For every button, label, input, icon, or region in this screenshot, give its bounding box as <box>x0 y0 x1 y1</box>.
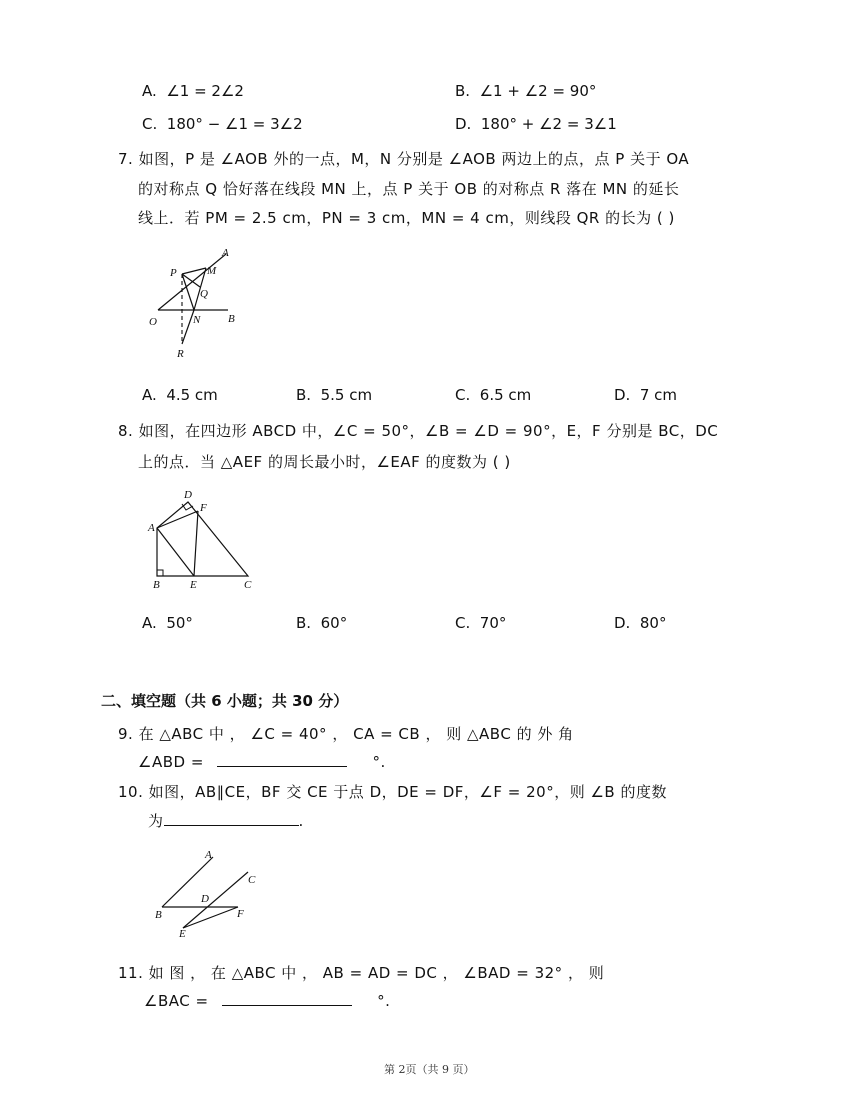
q10-suffix: . <box>298 812 304 830</box>
option-text: 50° <box>166 614 193 632</box>
option-text: 7 cm <box>639 386 678 404</box>
option-text: ∠1 + ∠2 = 90° <box>479 82 597 100</box>
segment-ef <box>183 907 238 928</box>
page-footer: 第 2页（共 9 页） <box>384 1063 475 1076</box>
q7-option-c <box>455 386 531 404</box>
option-text: 5.5 cm <box>320 386 373 404</box>
q11-prefix: ∠BAC = <box>144 992 209 1010</box>
label-d: D <box>184 489 192 501</box>
right-angle-b <box>157 570 163 576</box>
label-e: E <box>179 928 186 940</box>
q8-line-1: 8. 如图，在四边形 ABCD 中，∠C = 50°，∠B = ∠D = 90°，E，F 分别是 BC，DC <box>118 422 719 440</box>
option-key: B. <box>296 614 312 632</box>
option-key: D. <box>614 386 631 404</box>
q7-line-2: 的对称点 Q 恰好落在线段 MN 上，点 P 关于 OB 的对称点 R 落在 MN 的延长 <box>138 180 680 198</box>
label-b: B <box>153 579 160 591</box>
label-f: F <box>200 502 207 514</box>
option-text: 6.5 cm <box>479 386 532 404</box>
section-heading-fill-in: 二、填空题（共 6 小题；共 30 分） <box>101 692 349 710</box>
segment-ef <box>194 511 198 576</box>
q8-line-2: 上的点．当 △AEF 的周长最小时，∠EAF 的度数为 ( ) <box>138 453 511 471</box>
label-r: R <box>177 348 184 360</box>
q7-option-d <box>614 386 677 404</box>
q9-suffix: °. <box>372 753 386 771</box>
q10-answer-blank[interactable] <box>164 811 299 826</box>
label-b: B <box>228 313 235 325</box>
q6-option-c <box>142 115 303 133</box>
q8-figure <box>140 485 260 595</box>
q7-option-a <box>142 386 218 404</box>
q11-answer-blank[interactable] <box>222 991 352 1006</box>
option-text: 180° − ∠1 = 3∠2 <box>166 115 303 133</box>
label-o: O <box>149 316 157 328</box>
q9-answer-blank[interactable] <box>217 752 347 767</box>
q10-figure <box>150 845 265 940</box>
q10-line-2 <box>148 810 304 831</box>
q6-option-b <box>455 82 596 100</box>
option-key: C. <box>142 115 158 133</box>
ray-oa <box>158 254 226 310</box>
option-text: 180° + ∠2 = 3∠1 <box>480 115 617 133</box>
q6-option-a <box>142 82 244 100</box>
q9-line-2 <box>138 752 386 771</box>
label-f: F <box>237 908 244 920</box>
q8-option-a <box>142 614 193 632</box>
label-n: N <box>193 314 201 326</box>
label-b: B <box>155 909 162 921</box>
q8-option-c <box>455 614 506 632</box>
option-key: C. <box>455 386 471 404</box>
q8-option-b <box>296 614 347 632</box>
q10-line-1: 10. 如图，AB∥CE，BF 交 CE 于点 D，DE = DF，∠F = 20°，则 ∠B 的度数 <box>118 783 667 801</box>
label-a: A <box>148 522 155 534</box>
option-key: D. <box>455 115 472 133</box>
option-text: 80° <box>639 614 667 632</box>
option-key: C. <box>455 614 471 632</box>
q11-line-1: 11. 如 图 ， 在 △ABC 中 ， AB = AD = DC ， ∠BAD = 32° ， 则 <box>118 964 605 982</box>
label-a: A <box>222 247 229 259</box>
q10-prefix: 为 <box>148 812 164 830</box>
option-key: A. <box>142 614 157 632</box>
q7-option-b <box>296 386 372 404</box>
label-e: E <box>190 579 197 591</box>
label-q: Q <box>200 288 208 300</box>
label-d: D <box>201 893 209 905</box>
q9-line-1: 9. 在 △ABC 中 ， ∠C = 40° ， CA = CB ， 则 △ABC 的 外 角 <box>118 725 574 743</box>
label-c: C <box>244 579 252 591</box>
segment-ae <box>157 528 194 576</box>
q7-line-3: 线上．若 PM = 2.5 cm，PN = 3 cm，MN = 4 cm，则线段 QR 的长为 ( ) <box>138 209 675 227</box>
label-p: P <box>170 267 177 279</box>
option-text: 4.5 cm <box>166 386 218 404</box>
option-key: B. <box>296 386 312 404</box>
label-c: C <box>248 874 256 886</box>
label-a: A <box>205 849 212 861</box>
option-text: ∠1 = 2∠2 <box>166 82 244 100</box>
segment-af <box>157 511 198 528</box>
option-text: 60° <box>320 614 348 632</box>
q7-figure <box>140 240 250 365</box>
q7-line-1: 7. 如图，P 是 ∠AOB 外的一点，M，N 分别是 ∠AOB 两边上的点，点 P 关于 OA <box>118 150 690 168</box>
option-key: D. <box>614 614 631 632</box>
q6-option-d <box>455 115 617 133</box>
label-m: M <box>207 265 217 277</box>
option-text: 70° <box>479 614 507 632</box>
option-key: A. <box>142 82 157 100</box>
option-key: B. <box>455 82 471 100</box>
segment-pn <box>182 274 194 310</box>
q11-suffix: °. <box>377 992 391 1010</box>
option-key: A. <box>142 386 157 404</box>
q8-option-d <box>614 614 666 632</box>
q9-prefix: ∠ABD = <box>138 753 204 771</box>
q11-line-2 <box>144 991 390 1010</box>
